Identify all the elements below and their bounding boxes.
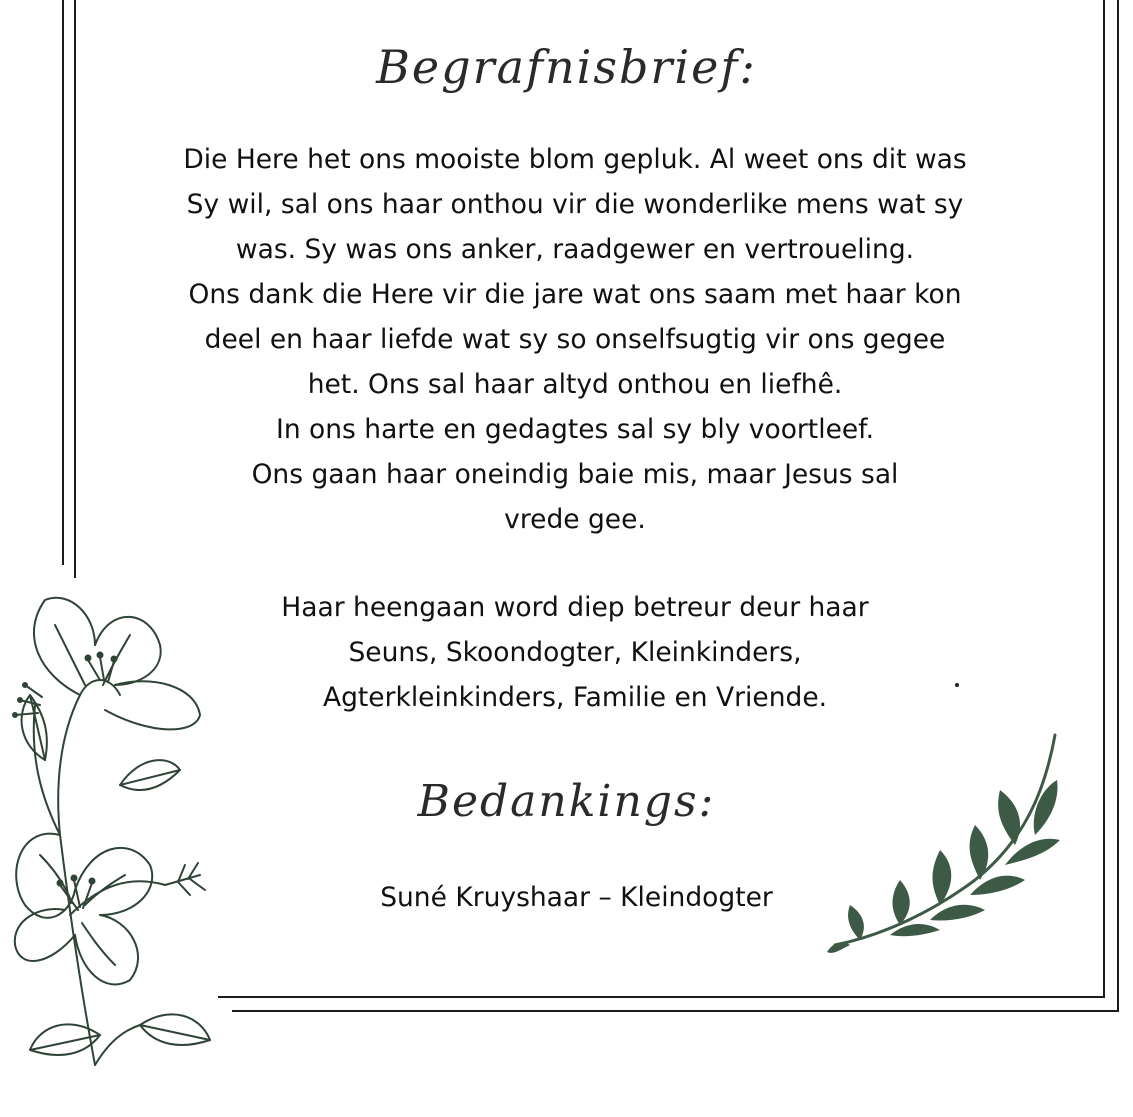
flower-bouquet-icon [0,585,240,1085]
letter-line: deel en haar liefde wat sy so onselfsugtig vir ons gegee [204,324,946,355]
letter-line: het. Ons sal haar altyd onthou en liefhê. [307,369,843,400]
letter-heading: Begrafnisbrief: [376,40,757,94]
mourners-line: Haar heengaan word diep betreur deur haar [281,592,869,623]
letter-line: Sy wil, sal ons haar onthou vir die wonderlike mens wat sy [186,189,964,220]
letter-line: vrede gee. [504,504,646,535]
letter-line: Ons dank die Here vir die jare wat ons saam met haar kon [188,279,962,310]
frame-right-inner [1103,0,1105,998]
frame-right-outer [1117,0,1119,1012]
ink-speck [955,683,959,687]
letter-line: In ons harte en gedagtes sal sy bly voortleef. [276,414,874,445]
letter-line: Ons gaan haar oneindig baie mis, maar Jesus sal [251,459,899,490]
frame-bottom-outer [232,1010,1119,1012]
leaf-branch-icon [825,730,1065,960]
mourners-line: Agterkleinkinders, Familie en Vriende. [322,682,828,713]
thanks-heading: Bedankings: [417,776,716,827]
mourners-line: Seuns, Skoondogter, Kleinkinders, [348,637,802,668]
frame-bottom-inner [218,996,1105,998]
signature-line: Suné Kruyshaar – Kleindogter [380,882,773,913]
letter-line: was. Sy was ons anker, raadgewer en vertroueling. [235,234,915,265]
letter-line: Die Here het ons mooiste blom gepluk. Al weet ons dit was [183,144,967,175]
letter-body [60,137,1090,542]
